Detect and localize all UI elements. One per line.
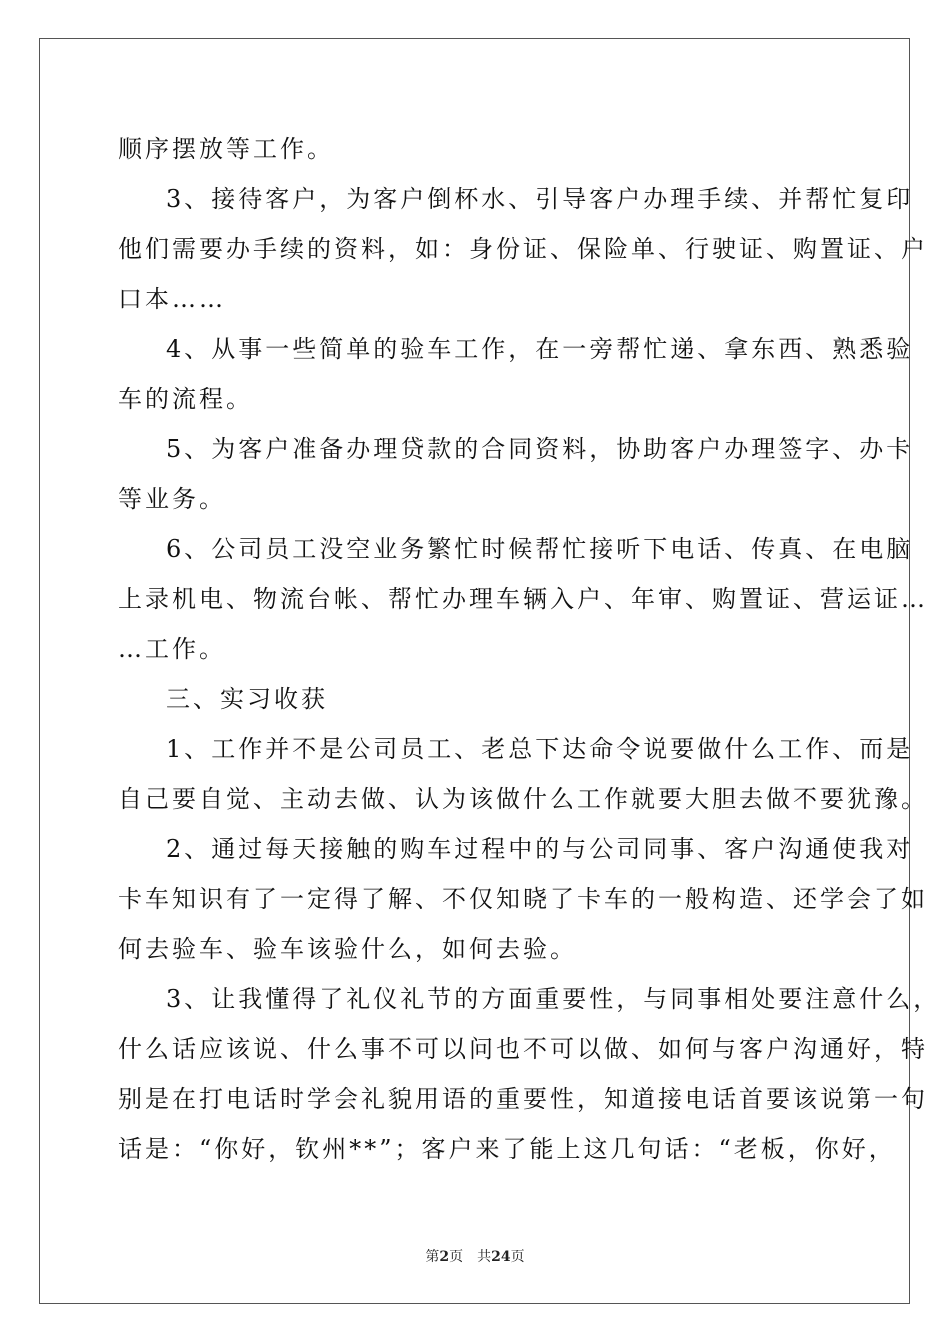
text-line: 车的流程。 [118, 385, 253, 413]
document-body [118, 124, 941, 1174]
text-line: 5、为客户准备办理贷款的合同资料，协助客户办理签字、办卡 [166, 435, 914, 463]
footer-total-prefix: 共 [477, 1249, 492, 1265]
footer-total-suffix: 页 [510, 1249, 525, 1265]
text-line: 别是在打电话时学会礼貌用语的重要性，知道接电话首要该说第一句 [118, 1085, 928, 1113]
text-line: 2、通过每天接触的购车过程中的与公司同事、客户沟通使我对 [166, 835, 914, 863]
footer-page-number: 2 [439, 1249, 450, 1265]
text-line: 1、工作并不是公司员工、老总下达命令说要做什么工作、而是 [166, 735, 914, 763]
text-line: 什么话应该说、什么事不可以问也不可以做、如何与客户沟通好，特 [118, 1035, 928, 1063]
page-footer [0, 1246, 950, 1266]
text-line: 何去验车、验车该验什么，如何去验。 [118, 935, 577, 963]
text-line: 上录机电、物流台帐、帮忙办理车辆入户、年审、购置证、营运证… [118, 585, 928, 613]
text-line: 顺序摆放等工作。 [118, 135, 334, 163]
text-line: 4、从事一些简单的验车工作，在一旁帮忙递、拿东西、熟悉验 [166, 335, 914, 363]
text-line: 口本…… [118, 285, 226, 313]
text-line: 卡车知识有了一定得了解、不仅知晓了卡车的一般构造、还学会了如 [118, 885, 928, 913]
text-line: 三、实习收获 [166, 685, 328, 713]
footer-page-prefix: 第 [425, 1249, 440, 1265]
text-line: 3、接待客户，为客户倒杯水、引导客户办理手续、并帮忙复印 [166, 185, 914, 213]
text-line: 话是：“你好，钦州**”；客户来了能上这几句话：“老板，你好， [118, 1135, 896, 1163]
footer-total-pages: 24 [491, 1249, 511, 1265]
text-line: 自己要自觉、主动去做、认为该做什么工作就要大胆去做不要犹豫。 [118, 785, 928, 813]
footer-page-suffix: 页 [449, 1249, 464, 1265]
text-line: 6、公司员工没空业务繁忙时候帮忙接听下电话、传真、在电脑 [166, 535, 914, 563]
text-line: 3、让我懂得了礼仪礼节的方面重要性，与同事相处要注意什么， [166, 985, 941, 1013]
text-line: 他们需要办手续的资料，如：身份证、保险单、行驶证、购置证、户 [118, 235, 928, 263]
text-line: …工作。 [118, 635, 226, 663]
text-line: 等业务。 [118, 485, 226, 513]
